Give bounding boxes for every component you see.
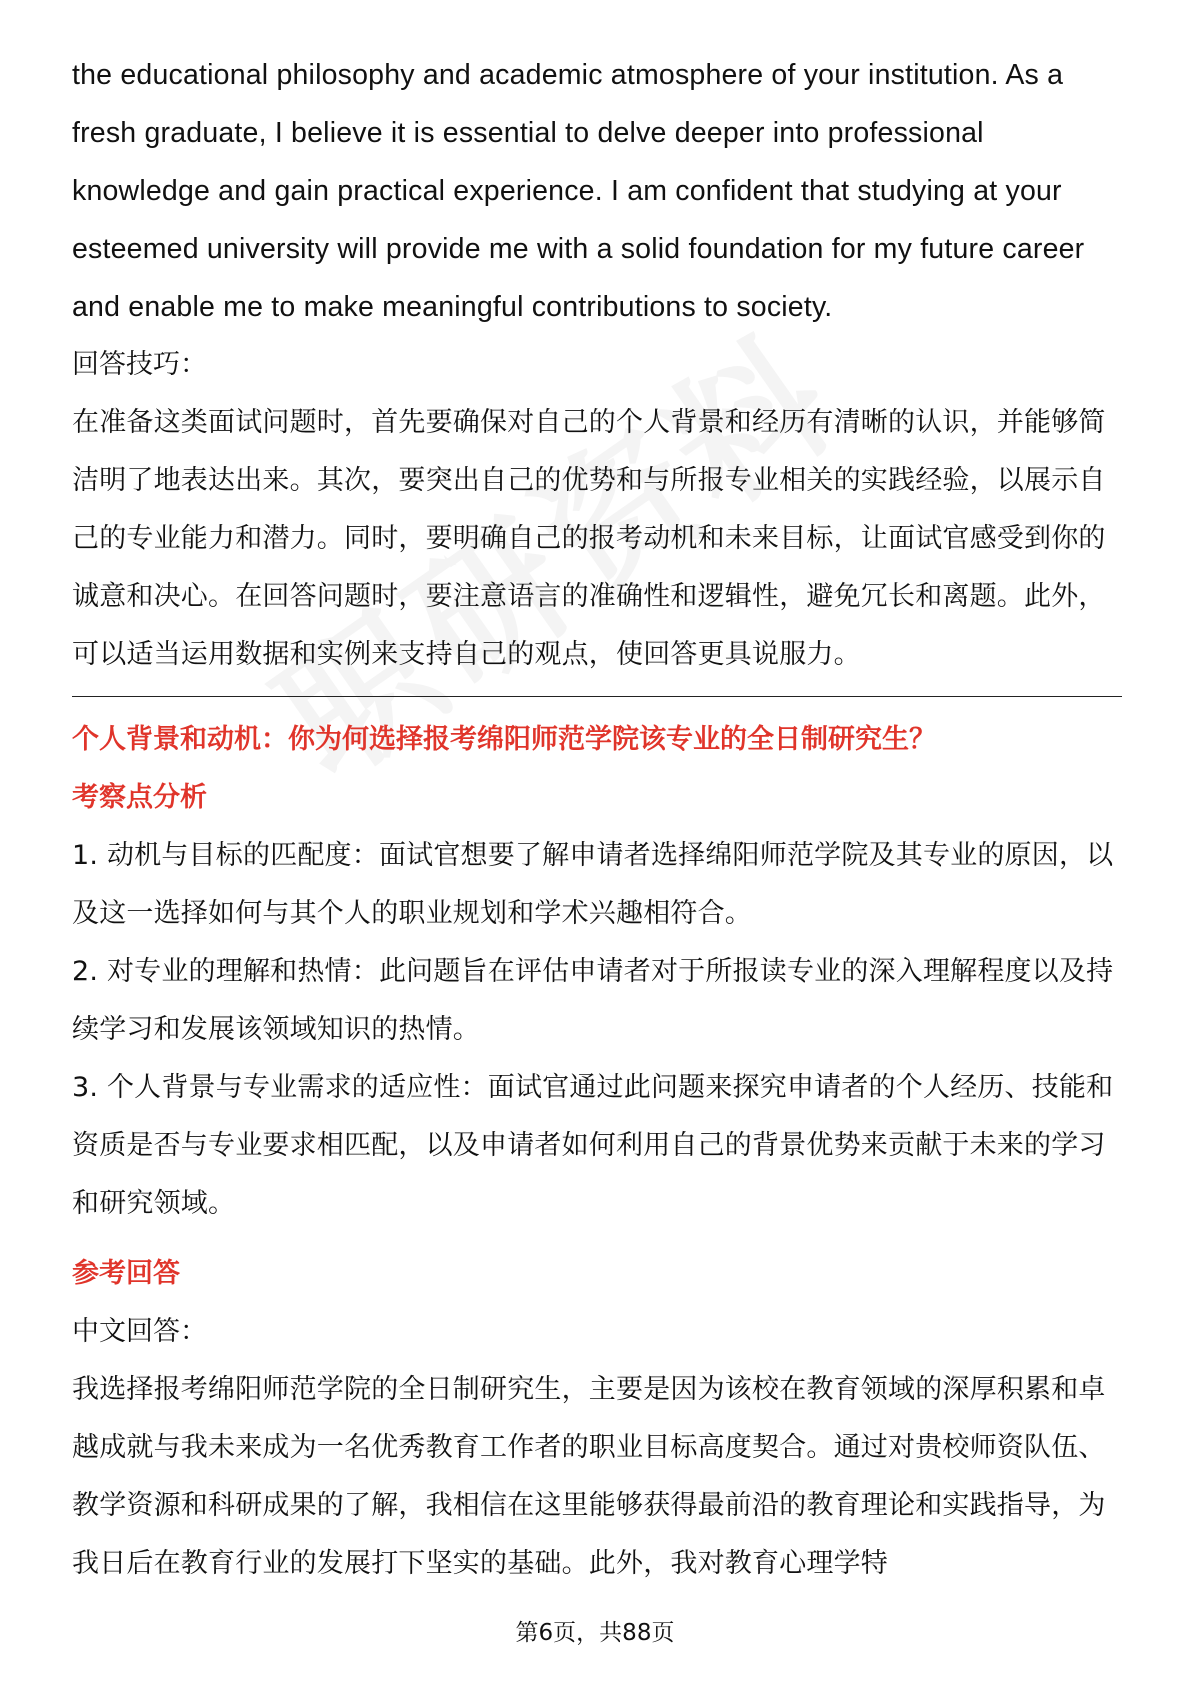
chinese-answer-paragraph: 我选择报考绵阳师范学院的全日制研究生，主要是因为该校在教育领域的深厚积累和卓越成就与我未来成为一名优秀教育工作者的职业目标高度契合。通过对贵校师资队伍、教学资源和科研成果的了解，我相信在这里能够获得最前沿的教育理论和实践指导，为我日后在教育行业的发展打下坚实的基础。此外，我对教育心理学特 [72,1374,1106,1579]
question-title: 个人背景和动机：你为何选择报考绵阳师范学院该专业的全日制研究生？ [72,724,936,755]
analysis-heading: 考察点分析 [72,782,207,813]
page-number: 第6页，共88页 [515,1620,675,1646]
analysis-point: 3. 个人背景与专业需求的适应性：面试官通过此问题来探究申请者的个人经历、技能和资质是否与专业要求相匹配，以及申请者如何利用自己的背景优势来贡献于未来的学习和研究领域。 [72,1072,1114,1219]
tips-paragraph: 在准备这类面试问题时，首先要确保对自己的个人背景和经历有清晰的认识，并能够简洁明了地表达出来。其次，要突出自己的优势和与所报专业相关的实践经验，以展示自己的专业能力和潜力。同时，要明确自己的报考动机和未来目标，让面试官感受到你的诚意和决心。在回答问题时，要注意语言的准确性和逻辑性，避免冗长和离题。此外，可以适当运用数据和实例来支持自己的观点，使回答更具说服力。 [72,407,1106,670]
chinese-answer-label: 中文回答： [72,1316,207,1347]
tips-label: 回答技巧： [72,349,207,380]
section-divider [72,696,1122,697]
intro-english-paragraph: the educational philosophy and academic atmosphere of your institution. As a fresh graduate, I believe it is essential to delve deeper into professional knowledge and gain practical experience. I am confident that studying at your esteemed university will provide me with a solid foundation for my future career and enable me to make meaningful contributions to society. [72,59,1085,323]
analysis-point: 1. 动机与目标的匹配度：面试官想要了解申请者选择绵阳师范学院及其专业的原因，以及这一选择如何与其个人的职业规划和学术兴趣相符合。 [72,840,1114,929]
document-page [72,46,1122,1593]
analysis-point: 2. 对专业的理解和热情：此问题旨在评估申请者对于所报读专业的深入理解程度以及持续学习和发展该领域知识的热情。 [72,956,1114,1045]
reference-heading: 参考回答 [72,1258,180,1289]
